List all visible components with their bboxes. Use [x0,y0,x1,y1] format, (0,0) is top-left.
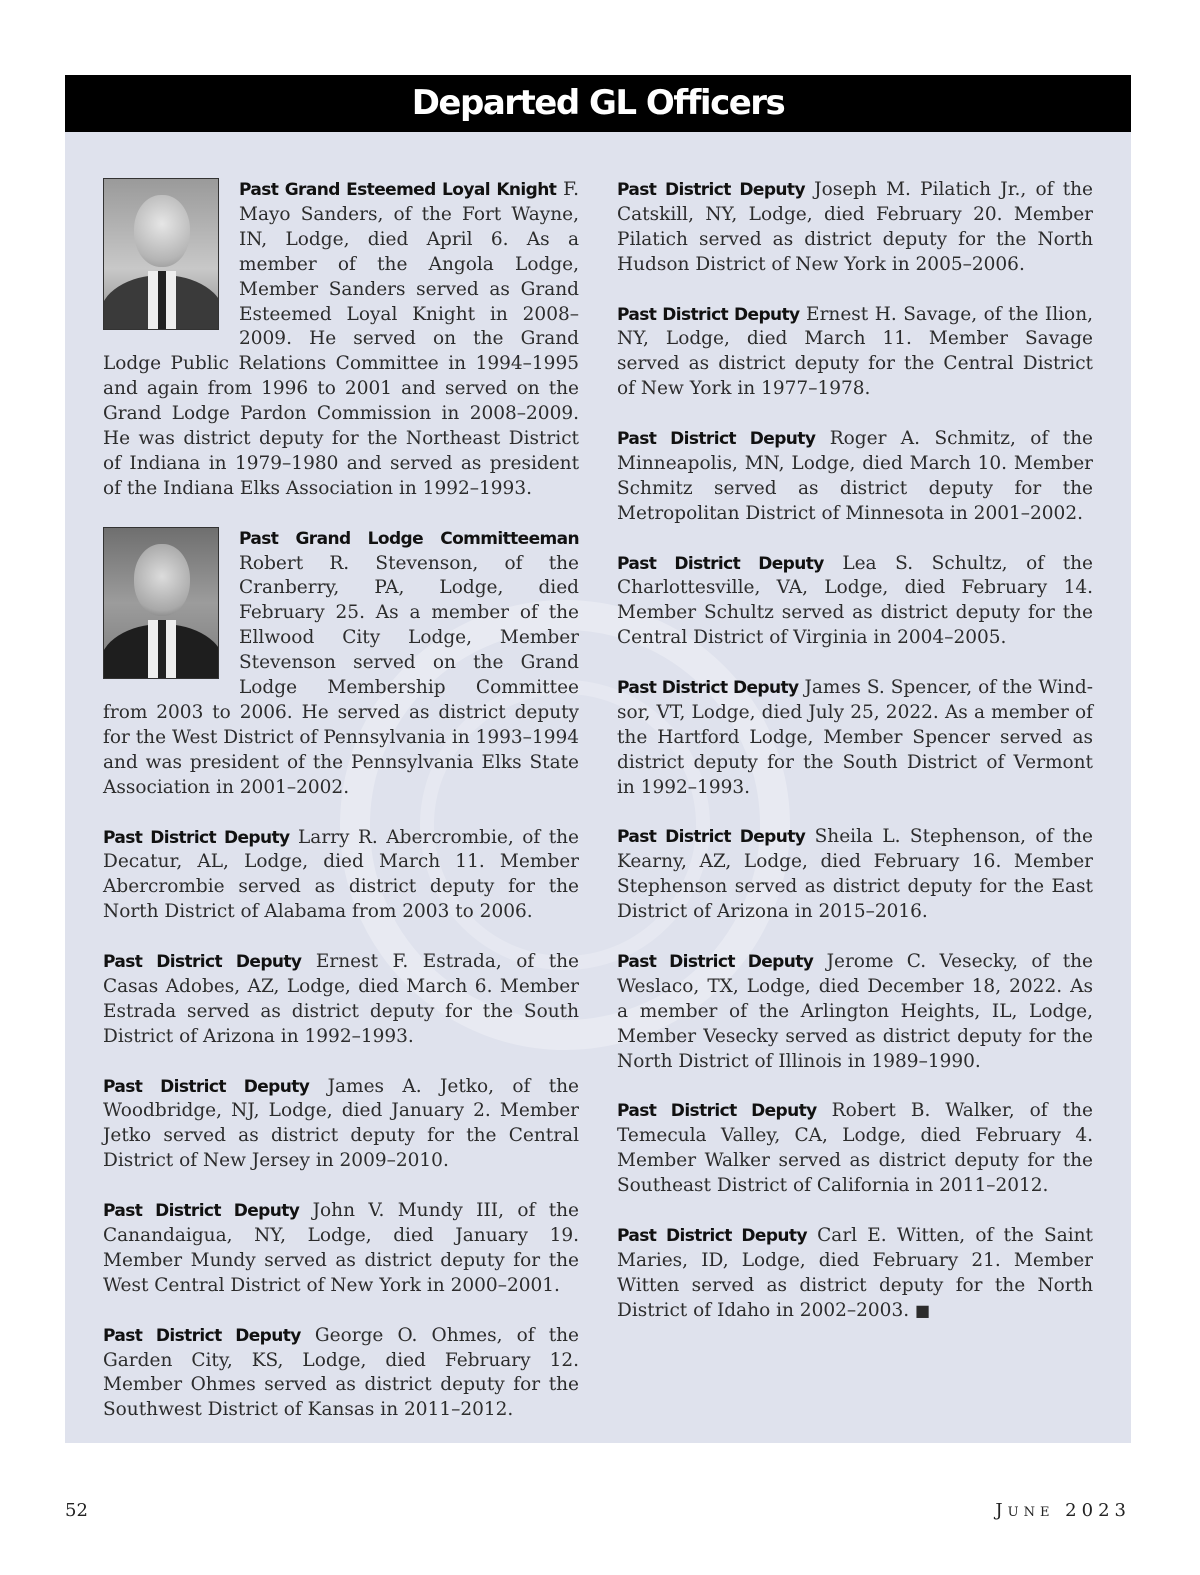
obituary-entry [617,178,1093,278]
entry-title: Past District Deputy [103,952,302,973]
page-number: 52 [65,1500,88,1521]
entry-text: Roger A. Schmitz, of the Minneapolis, MN, Lodge, died March 10. Member Schmitz served as district deputy for the Metropolitan District of Minnesota in 2001–2002. [617,428,1093,524]
entry-title: Past Grand Lodge Committeeman [239,528,579,549]
obituary-entry [103,178,579,502]
entry-text: John V. Mundy III, of the Canandaigua, NY, Lodge, died January 19. Member Mundy served as district deputy for the West Central District of New York in 2000–2001. [103,1200,579,1296]
entry-title: Past District Deputy [103,1201,300,1222]
entry-text: Ernest H. Savage, of the Ilion, NY, Lodge, died March 11. Member Savage served as district deputy for the Central District of New York in 1977–1978. [617,303,1093,400]
entry-text: Larry R. Abercrombie, of the Decatur, AL, Lodge, died March 11. Member Abercrombie served as district deputy for the North District of Alabama from 2003 to 2006. [103,826,580,923]
entry-text: George O. Ohmes, of the Garden City, KS, Lodge, died February 12. Member Ohmes served as district deputy for the Southwest District of Kansas in 2011–2012. [103,1324,579,1421]
entry-text: Robert R. Stevenson, of the Cranberry, PA, Lodge, died February 25. As a member of the Ellwood City Lodge, Member Stevenson served on the Grand Lodge Membership Committee from 2003 to 2006. He served as district deputy for the West District of Pennsylvania in 1993–1994 and was president of the Pennsylvania Elks State Association in 2001–2002. [103,552,579,798]
entry-text: Jerome C. Vesecky, of the Weslaco, TX, Lodge, died December 18, 2022. As a member of the Arlington Heights, IL, Lodge, Member Vesecky served as district deputy for the North District of Illinois in 1989–1990. [617,951,1093,1072]
obituary-entry [103,1199,579,1299]
obituary-entry [617,303,1093,403]
obituary-entry [103,527,579,801]
end-of-article-icon: ■ [914,1300,931,1320]
obituary-entry [617,825,1093,925]
entry-text: Carl E. Witten, of the Saint Maries, ID, Lodge, died February 21. Member Witten served as district deputy for the North District of Idaho in 2002–2003. [617,1224,1093,1321]
obituary-entry [617,1224,1093,1324]
entry-text: Ernest F. Estrada, of the Casas Adobes, AZ, Lodge, died March 6. Member Estrada served as district deputy for the South District of Arizona in 1992–1993. [103,951,579,1047]
entry-title: Past District Deputy [103,1325,301,1346]
issue-date: June 2023 [995,1500,1131,1521]
portrait-photo [103,178,219,330]
obituary-entry [617,427,1093,527]
entry-text: James S. Spencer, of the Windsor, VT, Lodge, died July 25, 2022. As a member of the Hartford Lodge, Member Spencer served as district deputy for the South District of Vermont in 1992–1993. [617,677,1093,798]
entry-text: Lea S. Schultz, of the Charlottesville, VA, Lodge, died February 14. Member Schultz served as district deputy for the Central District of Virginia in 2004–2005. [617,552,1093,649]
entry-title: Past District Deputy [103,827,290,848]
page-title: Departed GL Officers [65,75,1131,132]
entry-title: Past District Deputy [617,180,805,200]
entry-text: F. Mayo Sanders, of the Fort Wayne, IN, Lodge, died April 6. As a member of the Angola Lodge, Member Sanders served as Grand Esteemed Loyal Knight in 2008–2009. He served on the Grand Lodge Public Relations Committee in 1994–1995 and again from 1996 to 2001 and served on the Grand Lodge Pardon Commission in 2008–2009. He was district deputy for the Northeast District of Indiana in 1979–1980 and served as president of the Indiana Elks Association in 1992–1993. [103,179,580,499]
entry-title: Past Grand Esteemed Loyal Knight [239,180,557,200]
entry-text: Sheila L. Stephenson, of the Kearny, AZ, Lodge, died February 16. Member Stephenson served as district deputy for the East District of Arizona in 2015–2016. [617,826,1094,923]
entry-title: Past District Deputy [617,429,816,450]
entry-title: Past District Deputy [617,678,799,699]
entry-title: Past District Deputy [617,952,814,972]
obituary-entry [103,950,579,1050]
entry-text: James A. Jetko, of the Woodbridge, NJ, Lodge, died January 2. Member Jetko served as district deputy for the Central District of New Jersey in 2009–2010. [103,1075,579,1172]
obituary-entry [103,826,579,926]
obituary-entry [103,1075,579,1175]
entry-title: Past District Deputy [617,1101,817,1122]
left-column [103,178,579,1448]
obituary-entry [617,676,1093,801]
entry-text: Robert B. Walker, of the Temecula Valley, CA, Lodge, died February 4. Member Walker served as district deputy for the Southeast District of California in 2011–2012. [617,1100,1093,1197]
entry-text: Joseph M. Pilatich Jr., of the Catskill, NY, Lodge, died February 20. Member Pilatich served as district deputy for the North Hudson District of New York in 2005–2006. [617,179,1093,275]
entry-title: Past District Deputy [617,827,806,848]
obituary-entry [617,950,1093,1075]
obituary-entry [103,1324,579,1424]
entry-title: Past District Deputy [617,1225,807,1246]
entry-title: Past District Deputy [617,553,824,574]
right-column [617,178,1093,1348]
obituary-entry [617,552,1093,652]
entry-title: Past District Deputy [103,1076,310,1097]
obituary-entry [617,1099,1093,1199]
entry-title: Past District Deputy [617,304,800,325]
portrait-photo [103,527,219,679]
